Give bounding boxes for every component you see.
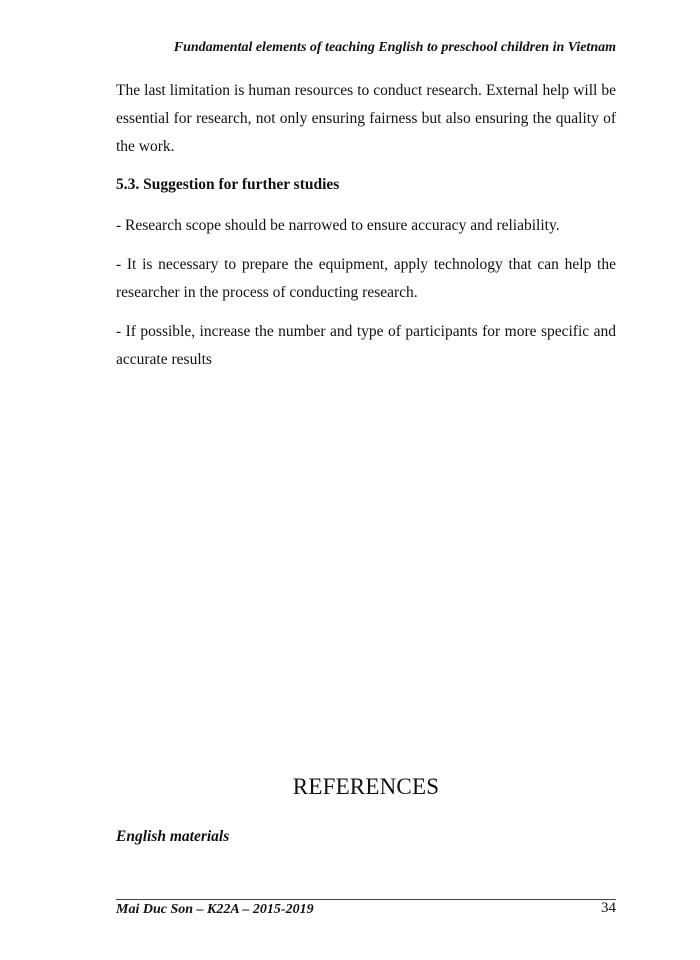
running-header: Fundamental elements of teaching English to preschool children in Vietnam xyxy=(173,40,616,55)
suggestion-item: - It is necessary to prepare the equipment, apply technology that can help the researcher in the process of conducting research. xyxy=(116,256,616,301)
footer-divider xyxy=(116,899,616,900)
footer-author-line: Mai Duc Son – K22A – 2015-2019 xyxy=(116,902,314,917)
references-subheading: English materials xyxy=(116,828,230,845)
limitation-section xyxy=(116,77,616,171)
page-number: 34 xyxy=(601,900,616,916)
suggestion-item: - If possible, increase the number and type of participants for more specific and accurate results xyxy=(116,323,616,368)
suggestion-item: - Research scope should be narrowed to ensure accuracy and reliability. xyxy=(116,217,560,234)
section-heading: 5.3. Suggestion for further studies xyxy=(116,176,340,193)
limitation-paragraph: The last limitation is human resources to conduct research. External help will be essential for research, not only ensuring fairness but also ensuring the quality of the work. xyxy=(116,82,616,155)
suggestions-list xyxy=(116,212,616,385)
references-title: REFERENCES xyxy=(292,774,440,799)
